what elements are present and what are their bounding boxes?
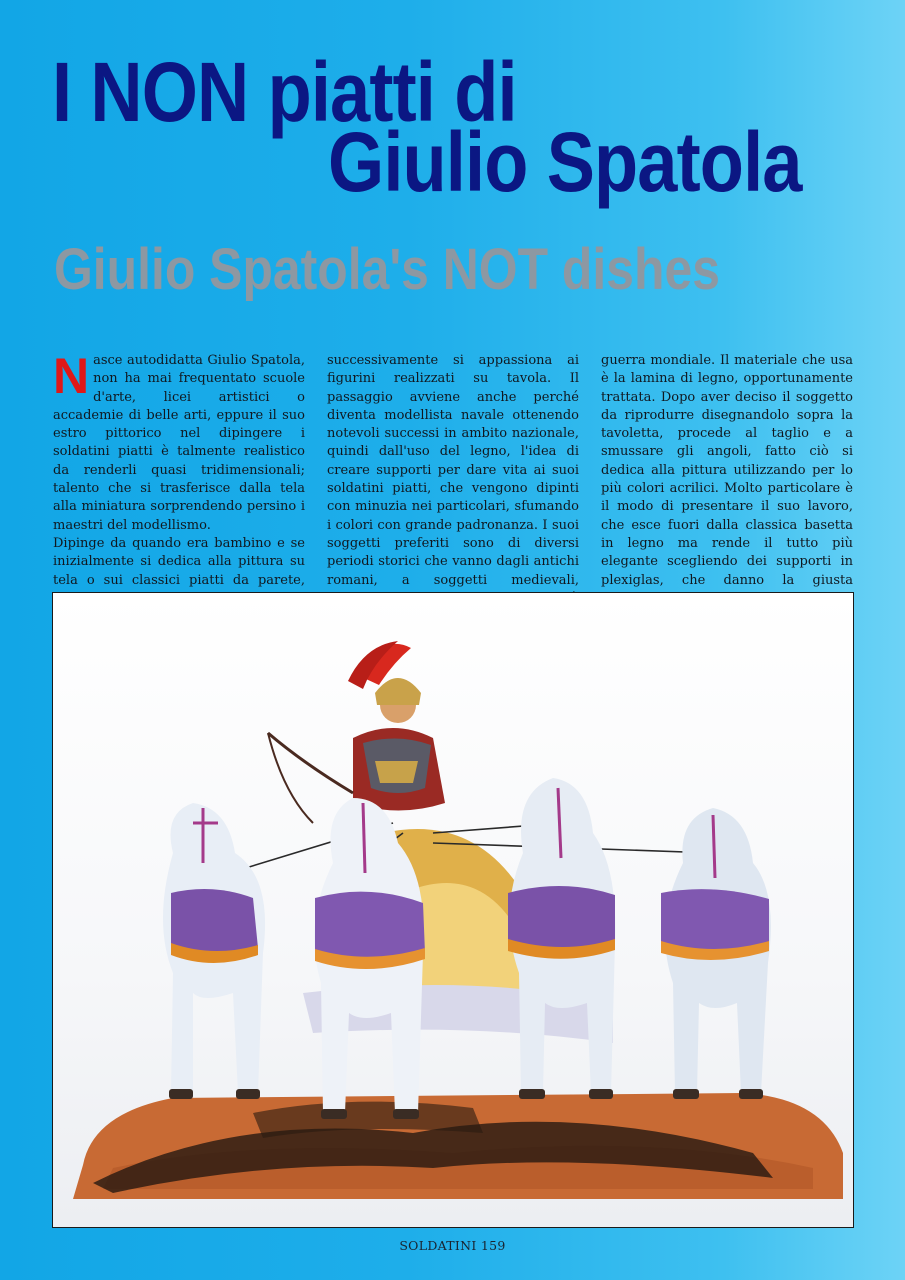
- chariot-photo: [52, 592, 854, 1228]
- page-title-line-2: Giulio Spatola: [328, 115, 802, 209]
- article-column-2: [327, 352, 579, 588]
- article-paragraph-2: Dipinge da quando era bambino e se inizialmente si dedica alla pittura su tela o sui classici piatti da parete,: [53, 535, 305, 588]
- article-column-3: [601, 352, 853, 588]
- article-column-1: [53, 348, 305, 588]
- drop-cap: N: [53, 348, 90, 404]
- page-title-line-1: I NON piatti di: [52, 45, 517, 139]
- page-subtitle: Giulio Spatola's NOT dishes: [54, 237, 720, 302]
- article-paragraph-4: guerra mondiale. Il materiale che usa è la lamina di legno, opportunamente trattata. Dopo aver deciso il soggetto da riprodurre disegnandolo sopra la tavoletta, procede al taglio e a smussare gli angoli, fatto ciò si dedica alla pittura utilizzando per lo più colori acrilici. Molto particolare è il modo di presentare il suo lavoro, che esce fuori dalla classica basetta in legno ma rende il tutto più elegante scegliendo dei supporti in plexiglas, che danno la giusta: [601, 353, 853, 588]
- roman-chariot-illustration: [53, 593, 855, 1229]
- article-paragraph-1: asce autodidatta Giulio Spatola, non ha mai frequentato scuole d'arte, licei artistici o accademie di belle arti, eppure il suo estro pittorico nel dipingere i soldatini piatti è talmente realistico da renderli quasi tridimensionali; talento che si trasferisce dalla tela alla miniatura sorprendendo persino i maestri del modellismo.: [53, 353, 305, 533]
- page-folio: SOLDATINI 159: [399, 1238, 506, 1253]
- article-paragraph-3: successivamente si appassiona ai figurini realizzati su tavola. Il passaggio avviene anche perché diventa modellista navale ottenendo notevoli successi in ambito nazionale, quindi dall'uso del legno, l'idea di creare supporti per dare vita ai suoi soldatini piatti, che vengono dipinti con minuzia nei particolari, sfumando i colori con grande padronanza. I suoi soggetti preferiti sono di diversi periodi storici che vanno dagli antichi romani, a soggetti medievali,: [327, 353, 579, 588]
